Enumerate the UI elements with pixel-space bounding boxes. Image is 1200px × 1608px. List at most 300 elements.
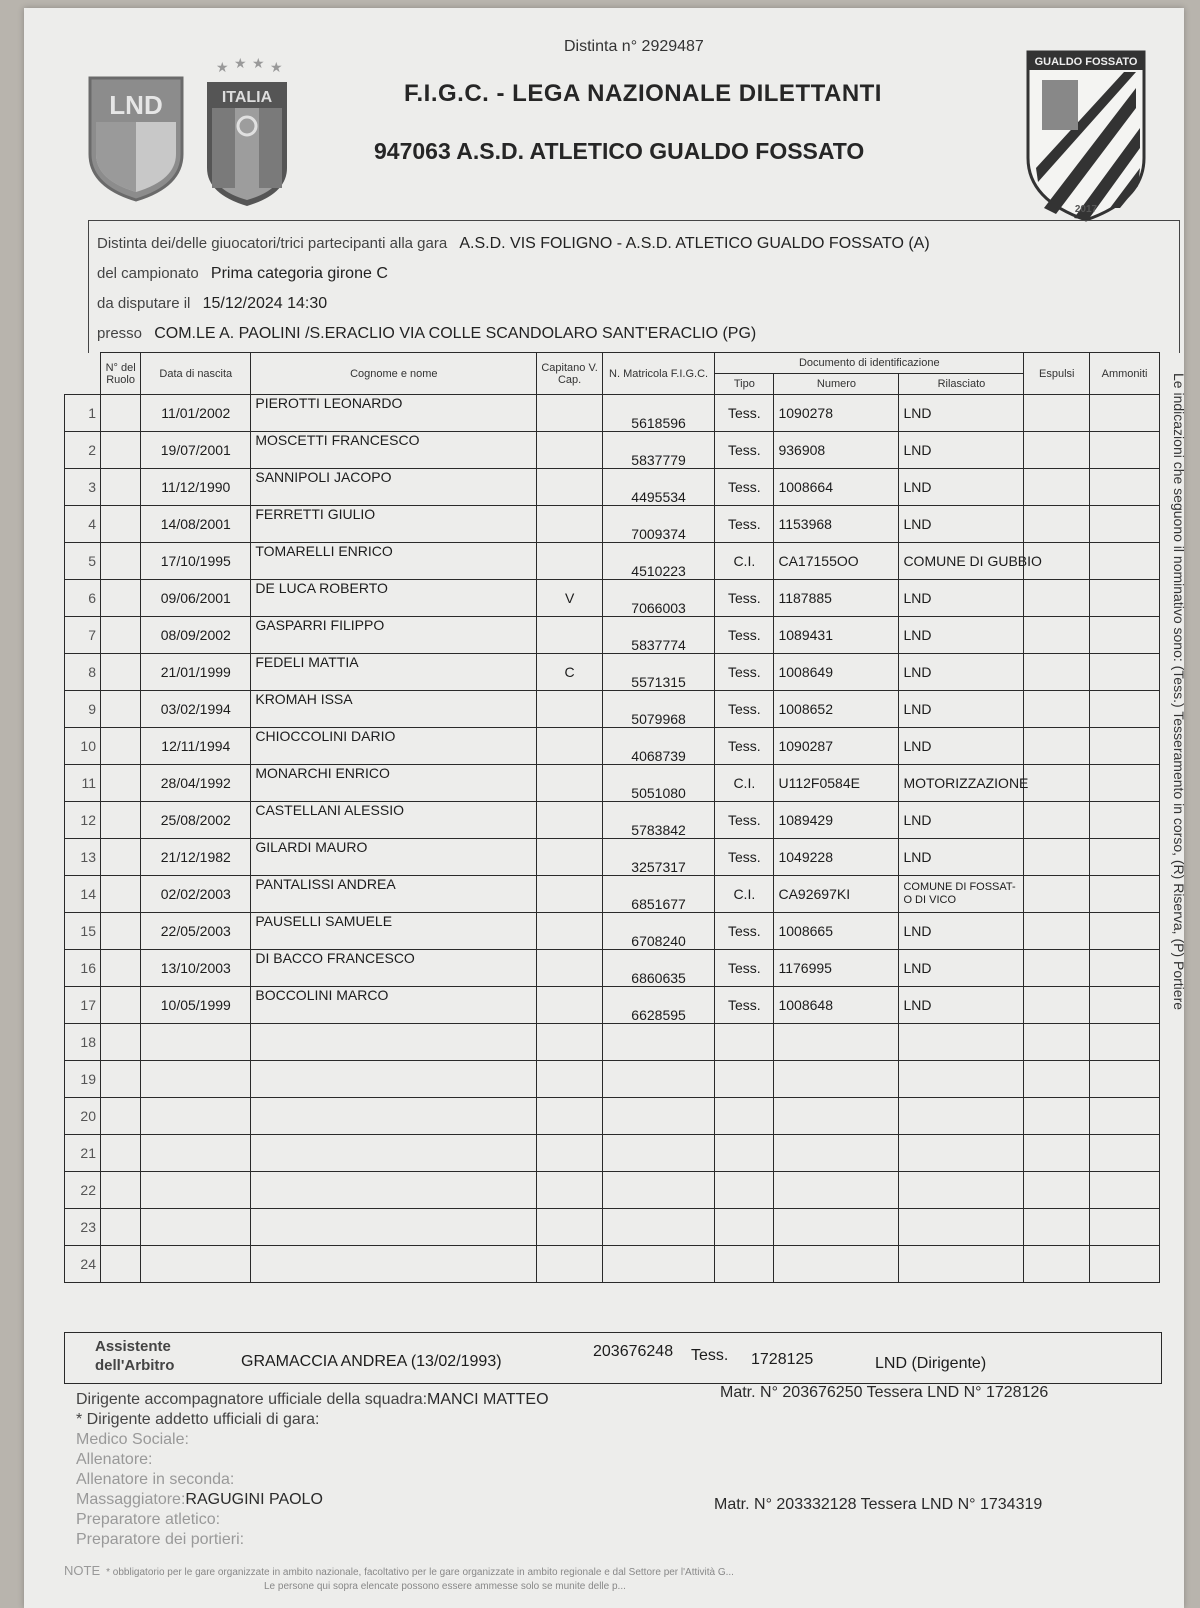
doc-numero-cell: [774, 1061, 899, 1098]
player-name-cell: MONARCHI ENRICO: [251, 765, 537, 802]
players-table: [64, 352, 1160, 1283]
ruolo-cell: [101, 1246, 141, 1283]
captain-cell: C: [537, 654, 603, 691]
matricola-cell: 4495534: [602, 469, 714, 506]
espulsi-cell: [1024, 1024, 1090, 1061]
espulsi-cell: [1024, 950, 1090, 987]
svg-text:★: ★: [270, 59, 283, 75]
capitano-header: Capitano V. Cap.: [537, 353, 603, 395]
doc-tipo-cell: [715, 1024, 774, 1061]
assistente-name: GRAMACCIA ANDREA (13/02/1993): [241, 1353, 502, 1370]
gara-row: [97, 235, 930, 253]
doc-rilasciato-cell: LND: [899, 950, 1024, 987]
table-row: [65, 839, 1160, 876]
doc-rilasciato-cell: [899, 1098, 1024, 1135]
doc-numero-cell: 1090278: [774, 395, 899, 432]
player-name-cell: DI BACCO FRANCESCO: [251, 950, 537, 987]
nome-header: Cognome e nome: [251, 353, 537, 395]
nascita-header: Data di nascita: [141, 353, 251, 395]
matricola-cell: 6860635: [602, 950, 714, 987]
birth-date-cell: 02/02/2003: [141, 876, 251, 913]
svg-text:ITALIA: ITALIA: [221, 89, 273, 106]
doc-rilasciato-cell: COMUNE DI FOSSAT-O DI VICO: [899, 876, 1024, 913]
doc-tipo-cell: [715, 1061, 774, 1098]
ruolo-cell: [101, 691, 141, 728]
matricola-cell: 5837779: [602, 432, 714, 469]
matricola-cell: 4068739: [602, 728, 714, 765]
birth-date-cell: [141, 1135, 251, 1172]
row-number: 5: [65, 543, 101, 580]
espulsi-cell: [1024, 1246, 1090, 1283]
table-row: [65, 580, 1160, 617]
matricola-cell: 5837774: [602, 617, 714, 654]
matricola-cell: 6851677: [602, 876, 714, 913]
ruolo-cell: [101, 987, 141, 1024]
matricola-cell: [602, 1024, 714, 1061]
row-number: 3: [65, 469, 101, 506]
doc-numero-cell: 1008664: [774, 469, 899, 506]
player-name-cell: CASTELLANI ALESSIO: [251, 802, 537, 839]
doc-tipo-cell: [715, 1098, 774, 1135]
row-number: 20: [65, 1098, 101, 1135]
doc-rilasciato-cell: LND: [899, 506, 1024, 543]
doc-tipo-cell: C.I.: [715, 876, 774, 913]
allenatore2-label: Allenatore in seconda:: [76, 1471, 235, 1488]
doc-rilasciato-cell: LND: [899, 469, 1024, 506]
row-number: 23: [65, 1209, 101, 1246]
row-number: 16: [65, 950, 101, 987]
table-row: [65, 987, 1160, 1024]
preparatore-portieri-label: Preparatore dei portieri:: [76, 1531, 245, 1548]
matricola-cell: 5051080: [602, 765, 714, 802]
data-row: [97, 295, 327, 313]
ruolo-cell: [101, 728, 141, 765]
assistente-label-line1: Assistente: [95, 1338, 171, 1355]
ruolo-cell: [101, 913, 141, 950]
addetto-label: * Dirigente addetto ufficiali di gara:: [76, 1411, 320, 1428]
ruolo-header: N° del Ruolo: [101, 353, 141, 395]
captain-cell: [537, 1098, 603, 1135]
doc-tipo-cell: Tess.: [715, 654, 774, 691]
gara-value: A.S.D. VIS FOLIGNO - A.S.D. ATLETICO GUALDO FOSSATO (A): [459, 235, 930, 252]
doc-numero-cell: 1089431: [774, 617, 899, 654]
dirigente-matricola: Matr. N° 203676250 Tessera LND N° 1728126: [720, 1384, 1049, 1401]
espulsi-cell: [1024, 469, 1090, 506]
ruolo-cell: [101, 543, 141, 580]
match-info-box: [88, 220, 1180, 353]
row-number: 19: [65, 1061, 101, 1098]
row-number: 22: [65, 1172, 101, 1209]
ammoniti-header: Ammoniti: [1090, 353, 1160, 395]
ruolo-cell: [101, 839, 141, 876]
note-line1: * obbligatorio per le gare organizzate in ambito nazionale, facoltativo per le gare organizzate in ambito regionale e dal Settore per l'Attività G...: [106, 1567, 734, 1578]
doc-numero-cell: [774, 1024, 899, 1061]
ruolo-cell: [101, 802, 141, 839]
ammoniti-cell: [1090, 580, 1160, 617]
doc-numero-cell: 1176995: [774, 950, 899, 987]
doc-numero-cell: 1008649: [774, 654, 899, 691]
matricola-cell: [602, 1246, 714, 1283]
matricola-cell: [602, 1209, 714, 1246]
doc-numero-cell: [774, 1246, 899, 1283]
ruolo-cell: [101, 617, 141, 654]
espulsi-cell: [1024, 987, 1090, 1024]
doc-numero-cell: 936908: [774, 432, 899, 469]
ruolo-cell: [101, 876, 141, 913]
espulsi-header: Espulsi: [1024, 353, 1090, 395]
birth-date-cell: [141, 1209, 251, 1246]
doc-tipo-cell: [715, 1135, 774, 1172]
ammoniti-cell: [1090, 950, 1160, 987]
table-row: [65, 469, 1160, 506]
row-number: 18: [65, 1024, 101, 1061]
club-title: 947063 A.S.D. ATLETICO GUALDO FOSSATO: [374, 138, 865, 164]
captain-cell: [537, 728, 603, 765]
player-name-cell: [251, 1098, 537, 1135]
player-name-cell: DE LUCA ROBERTO: [251, 580, 537, 617]
officials-list: [76, 1390, 549, 1550]
birth-date-cell: 13/10/2003: [141, 950, 251, 987]
doc-tipo-cell: Tess.: [715, 839, 774, 876]
doc-rilasciato-cell: COMUNE DI GUBBIO: [899, 543, 1024, 580]
doc-tipo-cell: Tess.: [715, 728, 774, 765]
table-row: [65, 543, 1160, 580]
espulsi-cell: [1024, 395, 1090, 432]
data-label: da disputare il: [97, 295, 191, 312]
lnd-logo-icon: [86, 74, 186, 204]
player-name-cell: PANTALISSI ANDREA: [251, 876, 537, 913]
matricola-cell: [602, 1061, 714, 1098]
captain-cell: [537, 617, 603, 654]
ammoniti-cell: [1090, 506, 1160, 543]
doc-numero-cell: CA92697KI: [774, 876, 899, 913]
doc-rilasciato-cell: [899, 1135, 1024, 1172]
player-name-cell: [251, 1135, 537, 1172]
federation-title: F.I.G.C. - LEGA NAZIONALE DILETTANTI: [404, 80, 882, 107]
ruolo-cell: [101, 395, 141, 432]
doc-numero-cell: [774, 1135, 899, 1172]
doc-numero-cell: 1089429: [774, 802, 899, 839]
birth-date-cell: [141, 1098, 251, 1135]
doc-rilasciato-cell: LND: [899, 395, 1024, 432]
matricola-cell: 7009374: [602, 506, 714, 543]
svg-text:LND: LND: [109, 90, 163, 120]
ruolo-cell: [101, 654, 141, 691]
distinta-sheet: [24, 8, 1187, 1608]
row-number: 9: [65, 691, 101, 728]
row-number: 14: [65, 876, 101, 913]
gualdo-fossato-crest-icon: [1024, 48, 1148, 224]
captain-cell: [537, 1061, 603, 1098]
row-number: 15: [65, 913, 101, 950]
numero-header: Numero: [774, 374, 899, 395]
assistente-label-line2: dell'Arbitro: [95, 1357, 175, 1374]
ammoniti-cell: [1090, 802, 1160, 839]
assistente-matricola: 203676248: [593, 1343, 674, 1360]
doc-numero-cell: 1153968: [774, 506, 899, 543]
doc-rilasciato-cell: MOTORIZZAZIONE: [899, 765, 1024, 802]
captain-cell: [537, 876, 603, 913]
row-number-subheader: [65, 374, 101, 395]
svg-text:★: ★: [234, 55, 247, 71]
doc-rilasciato-cell: [899, 1061, 1024, 1098]
ruolo-cell: [101, 1061, 141, 1098]
doc-tipo-cell: Tess.: [715, 950, 774, 987]
player-name-cell: KROMAH ISSA: [251, 691, 537, 728]
birth-date-cell: 14/08/2001: [141, 506, 251, 543]
ammoniti-cell: [1090, 432, 1160, 469]
doc-numero-cell: [774, 1172, 899, 1209]
table-row: [65, 1246, 1160, 1283]
captain-cell: [537, 1172, 603, 1209]
birth-date-cell: 12/11/1994: [141, 728, 251, 765]
espulsi-cell: [1024, 765, 1090, 802]
table-row: [65, 1135, 1160, 1172]
ruolo-cell: [101, 1024, 141, 1061]
birth-date-cell: 21/01/1999: [141, 654, 251, 691]
matricola-cell: [602, 1098, 714, 1135]
player-name-cell: FERRETTI GIULIO: [251, 506, 537, 543]
birth-date-cell: [141, 1061, 251, 1098]
doc-numero-cell: 1008648: [774, 987, 899, 1024]
ammoniti-cell: [1090, 1098, 1160, 1135]
ammoniti-cell: [1090, 839, 1160, 876]
espulsi-cell: [1024, 506, 1090, 543]
ammoniti-cell: [1090, 654, 1160, 691]
captain-cell: [537, 543, 603, 580]
campionato-value: Prima categoria girone C: [210, 265, 388, 282]
doc-tipo-cell: Tess.: [715, 617, 774, 654]
birth-date-cell: 28/04/1992: [141, 765, 251, 802]
matricola-cell: 6708240: [602, 913, 714, 950]
birth-date-cell: 21/12/1982: [141, 839, 251, 876]
presso-value: COM.LE A. PAOLINI /S.ERACLIO VIA COLLE SCANDOLARO SANT'ERACLIO (PG): [154, 325, 757, 342]
row-number: 4: [65, 506, 101, 543]
assistente-row: [64, 1332, 1162, 1384]
doc-tipo-cell: Tess.: [715, 469, 774, 506]
birth-date-cell: 10/05/1999: [141, 987, 251, 1024]
doc-numero-cell: CA17155OO: [774, 543, 899, 580]
doc-numero-cell: 1008665: [774, 913, 899, 950]
birth-date-cell: [141, 1172, 251, 1209]
ammoniti-cell: [1090, 1209, 1160, 1246]
captain-cell: [537, 950, 603, 987]
captain-cell: [537, 1246, 603, 1283]
doc-rilasciato-cell: LND: [899, 432, 1024, 469]
distinta-number: Distinta n° 2929487: [564, 38, 704, 55]
data-value: 15/12/2024 14:30: [202, 295, 328, 312]
birth-date-cell: 17/10/1995: [141, 543, 251, 580]
espulsi-cell: [1024, 1135, 1090, 1172]
players-body: [65, 395, 1160, 1283]
birth-date-cell: 25/08/2002: [141, 802, 251, 839]
campionato-label: del campionato: [97, 265, 199, 282]
row-number: 7: [65, 617, 101, 654]
ruolo-cell: [101, 580, 141, 617]
doc-rilasciato-cell: LND: [899, 728, 1024, 765]
ammoniti-cell: [1090, 543, 1160, 580]
table-row: [65, 1061, 1160, 1098]
ammoniti-cell: [1090, 913, 1160, 950]
ammoniti-cell: [1090, 395, 1160, 432]
massaggiatore-matricola: Matr. N° 203332128 Tessera LND N° 1734319: [714, 1496, 1043, 1513]
espulsi-cell: [1024, 1098, 1090, 1135]
row-number: 11: [65, 765, 101, 802]
side-note-text: Le indicazioni che seguono il nominativo sono: (Tess.) Tesseramento in corso, (R) Riserva, (P) Portiere: [1171, 373, 1187, 1011]
ruolo-cell: [101, 1135, 141, 1172]
doc-rilasciato-cell: LND: [899, 913, 1024, 950]
doc-rilasciato-cell: LND: [899, 802, 1024, 839]
row-number: 13: [65, 839, 101, 876]
espulsi-cell: [1024, 1209, 1090, 1246]
table-row: [65, 617, 1160, 654]
captain-cell: [537, 691, 603, 728]
espulsi-cell: [1024, 913, 1090, 950]
matricola-cell: 4510223: [602, 543, 714, 580]
svg-text:★: ★: [252, 55, 265, 71]
birth-date-cell: 11/01/2002: [141, 395, 251, 432]
table-row: [65, 1209, 1160, 1246]
table-row: [65, 1024, 1160, 1061]
ammoniti-cell: [1090, 1172, 1160, 1209]
player-name-cell: GILARDI MAURO: [251, 839, 537, 876]
doc-tipo-cell: Tess.: [715, 802, 774, 839]
dirigente-line: Dirigente accompagnatore ufficiale della squadra:MANCI MATTEO: [76, 1391, 549, 1408]
preparatore-label: Preparatore atletico:: [76, 1511, 221, 1528]
birth-date-cell: 08/09/2002: [141, 617, 251, 654]
doc-rilasciato-cell: LND: [899, 839, 1024, 876]
espulsi-cell: [1024, 802, 1090, 839]
doc-numero-cell: U112F0584E: [774, 765, 899, 802]
assistente-tipo: Tess.: [691, 1347, 729, 1364]
ammoniti-cell: [1090, 617, 1160, 654]
player-name-cell: [251, 1246, 537, 1283]
row-number: 12: [65, 802, 101, 839]
table-row: [65, 765, 1160, 802]
allenatore-label: Allenatore:: [76, 1451, 153, 1468]
table-row: [65, 876, 1160, 913]
doc-numero-cell: [774, 1209, 899, 1246]
ammoniti-cell: [1090, 1246, 1160, 1283]
matricola-cell: 3257317: [602, 839, 714, 876]
player-name-cell: TOMARELLI ENRICO: [251, 543, 537, 580]
table-row: [65, 395, 1160, 432]
note-label: NOTE: [64, 1563, 101, 1578]
matricola-cell: 5783842: [602, 802, 714, 839]
doc-numero-cell: 1090287: [774, 728, 899, 765]
espulsi-cell: [1024, 839, 1090, 876]
player-name-cell: SANNIPOLI JACOPO: [251, 469, 537, 506]
doc-tipo-cell: [715, 1172, 774, 1209]
massaggiatore-value: RAGUGINI PAOLO: [185, 1491, 323, 1508]
dirigente-value: MANCI MATTEO: [427, 1391, 549, 1408]
row-number: 1: [65, 395, 101, 432]
player-name-cell: CHIOCCOLINI DARIO: [251, 728, 537, 765]
ammoniti-cell: [1090, 728, 1160, 765]
captain-cell: [537, 765, 603, 802]
doc-tipo-cell: Tess.: [715, 913, 774, 950]
matricola-cell: 5079968: [602, 691, 714, 728]
figc-italia-logo-icon: [204, 55, 290, 208]
rilasciato-header: Rilasciato: [899, 374, 1024, 395]
espulsi-cell: [1024, 1172, 1090, 1209]
doc-tipo-cell: Tess.: [715, 580, 774, 617]
doc-rilasciato-cell: [899, 1024, 1024, 1061]
doc-rilasciato-cell: LND: [899, 580, 1024, 617]
captain-cell: [537, 802, 603, 839]
player-name-cell: [251, 1061, 537, 1098]
matricola-cell: [602, 1135, 714, 1172]
player-name-cell: FEDELI MATTIA: [251, 654, 537, 691]
birth-date-cell: [141, 1246, 251, 1283]
gara-label: Distinta dei/delle giuocatori/trici partecipanti alla gara: [97, 235, 448, 252]
espulsi-cell: [1024, 876, 1090, 913]
ruolo-cell: [101, 1209, 141, 1246]
captain-cell: [537, 913, 603, 950]
doc-tipo-cell: Tess.: [715, 432, 774, 469]
matricola-header: N. Matricola F.I.G.C.: [602, 353, 714, 395]
birth-date-cell: [141, 1024, 251, 1061]
doc-rilasciato-cell: LND: [899, 691, 1024, 728]
doc-tipo-cell: [715, 1246, 774, 1283]
doc-numero-cell: 1187885: [774, 580, 899, 617]
note-section: [64, 1564, 1164, 1594]
table-row: [65, 691, 1160, 728]
doc-rilasciato-cell: LND: [899, 987, 1024, 1024]
tipo-header: Tipo: [715, 374, 774, 395]
captain-cell: [537, 506, 603, 543]
captain-cell: [537, 839, 603, 876]
assistente-numero: 1728125: [751, 1351, 814, 1368]
doc-numero-cell: [774, 1098, 899, 1135]
row-number: 8: [65, 654, 101, 691]
matricola-cell: 5618596: [602, 395, 714, 432]
doc-numero-cell: 1008652: [774, 691, 899, 728]
assistente-rilasciato: LND (Dirigente): [875, 1355, 987, 1372]
matricola-cell: 6628595: [602, 987, 714, 1024]
doc-rilasciato-cell: [899, 1246, 1024, 1283]
doc-tipo-cell: Tess.: [715, 506, 774, 543]
doc-tipo-cell: Tess.: [715, 987, 774, 1024]
espulsi-cell: [1024, 432, 1090, 469]
ammoniti-cell: [1090, 691, 1160, 728]
captain-cell: [537, 469, 603, 506]
birth-date-cell: 09/06/2001: [141, 580, 251, 617]
medico-label: Medico Sociale:: [76, 1431, 189, 1448]
matricola-cell: [602, 1172, 714, 1209]
table-row: [65, 654, 1160, 691]
captain-cell: V: [537, 580, 603, 617]
row-number: 2: [65, 432, 101, 469]
ruolo-cell: [101, 506, 141, 543]
ruolo-cell: [101, 1172, 141, 1209]
massaggiatore-line: Massaggiatore:RAGUGINI PAOLO: [76, 1491, 323, 1508]
player-name-cell: GASPARRI FILIPPO: [251, 617, 537, 654]
table-row: [65, 913, 1160, 950]
svg-text:2017: 2017: [1074, 204, 1098, 215]
row-number: 6: [65, 580, 101, 617]
ammoniti-cell: [1090, 876, 1160, 913]
captain-cell: [537, 987, 603, 1024]
row-number-header: [65, 353, 101, 374]
documento-header: Documento di identificazione: [715, 353, 1024, 374]
table-row: [65, 802, 1160, 839]
espulsi-cell: [1024, 617, 1090, 654]
player-name-cell: [251, 1024, 537, 1061]
ruolo-cell: [101, 950, 141, 987]
captain-cell: [537, 395, 603, 432]
doc-tipo-cell: Tess.: [715, 691, 774, 728]
